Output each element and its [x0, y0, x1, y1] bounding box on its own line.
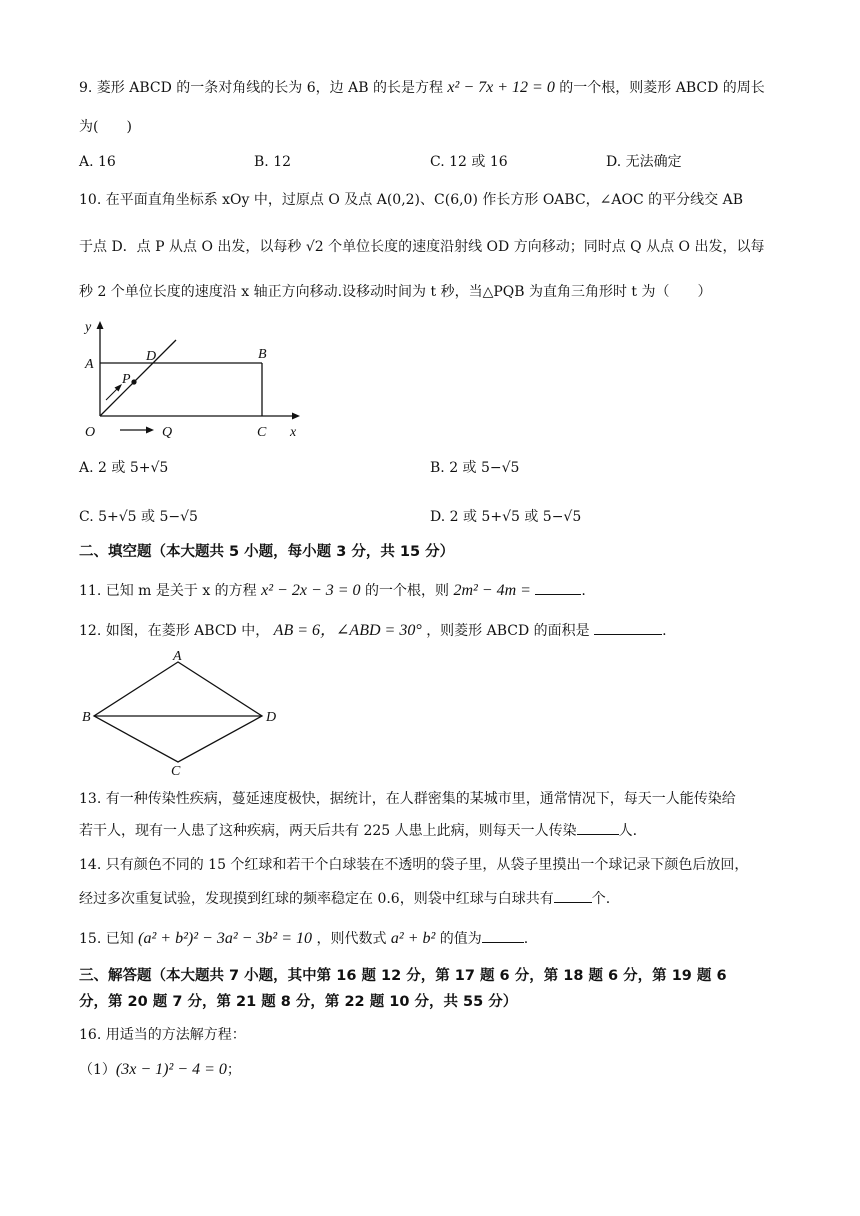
q13-answer-blank[interactable]	[577, 820, 619, 835]
q16-part1-label: （1）	[79, 1062, 116, 1078]
label-A: A	[85, 357, 94, 372]
q12-answer-blank[interactable]	[594, 620, 662, 635]
q11-line	[79, 580, 788, 601]
q16-part1-equation: (3x − 1)² − 4 = 0	[115, 1061, 227, 1078]
q10-option-c: C. 5+√5 或 5−√5	[79, 509, 198, 525]
q13-text-b: 人.	[618, 823, 638, 839]
point-P	[131, 379, 136, 384]
q15-text-b: ，则代数式	[316, 931, 387, 947]
q10-option-a: A. 2 或 5+√5	[79, 460, 169, 476]
section3-heading-line1: 三、解答题（本大题共 7 小题，其中第 16 题 12 分，第 17 题 6 分，第 18 题 6 分，第 19 题 6	[79, 968, 727, 984]
q15-text-a: 15. 已知	[79, 931, 134, 947]
q12-text-b: ，则菱形 ABCD 的面积是	[426, 623, 590, 639]
section3-heading-line2: 分，第 20 题 7 分，第 21 题 8 分，第 22 题 10 分，共 55 分）	[79, 994, 518, 1010]
q10-option-d: D. 2 或 5+√5 或 5−√5	[430, 509, 582, 525]
q14-text-b: 个.	[591, 891, 611, 907]
q11-text-a: 11. 已知 m 是关于 x 的方程	[79, 583, 257, 599]
label-B: B	[82, 710, 91, 725]
label-x: x	[290, 425, 297, 440]
label-P: P	[122, 372, 131, 387]
q10-option-b: B. 2 或 5−√5	[430, 460, 520, 476]
q10-figure	[78, 312, 310, 444]
q12-condition: AB = 6，∠ABD = 30°	[273, 622, 422, 639]
q13-line2	[79, 820, 788, 841]
q13-text-a: 若干人，现有一人患了这种疾病，两天后共有 225 人患上此病，则每天一人传染	[79, 823, 577, 839]
q10-line1: 10. 在平面直角坐标系 xOy 中，过原点 O 及点 A(0,2)、C(6,0) 作长方形 OABC，∠AOC 的平分线交 AB	[79, 192, 744, 208]
q11-text-c: .	[581, 583, 586, 599]
label-Q: Q	[162, 425, 173, 440]
label-O: O	[85, 425, 96, 440]
q9-option-c: C. 12 或 16	[430, 154, 508, 170]
label-y: y	[85, 320, 92, 335]
label-B: B	[258, 347, 267, 362]
q15-equation: (a² + b²)² − 3a² − 3b² = 10	[138, 930, 312, 947]
x-axis-arrow	[292, 413, 300, 420]
label-D: D	[146, 349, 157, 364]
label-D: D	[266, 710, 277, 725]
q9-text-a: 9. 菱形 ABCD 的一条对角线的长为 6，边 AB 的长是方程	[79, 80, 443, 96]
q15-text-d: .	[523, 931, 529, 947]
q9-equation: x² − 7x + 12 = 0	[447, 79, 555, 96]
q16-part1	[79, 1060, 788, 1080]
q16-title: 16. 用适当的方法解方程：	[79, 1027, 246, 1043]
q11-text-b: 的一个根，则	[364, 583, 449, 599]
q12-line	[79, 620, 788, 641]
label-C: C	[171, 764, 181, 778]
q12-text-a: 12. 如图，在菱形 ABCD 中，	[79, 623, 270, 639]
q9-option-d: D. 无法确定	[606, 154, 682, 170]
ray-OD	[100, 340, 176, 416]
q11-equation: x² − 2x − 3 = 0	[261, 582, 361, 599]
q15-answer-blank[interactable]	[482, 928, 524, 943]
q10-line2: 于点 D．点 P 从点 O 出发，以每秒 √2 个单位长度的速度沿射线 OD 方向移动；同时点 Q 从点 O 出发，以每	[79, 239, 765, 255]
q15-text-c: 的值为	[439, 931, 482, 947]
section2-heading: 二、填空题（本大题共 5 小题，每小题 3 分，共 15 分）	[79, 544, 455, 560]
q13-line1: 13. 有一种传染性疾病，蔓延速度极快，据统计，在人群密集的某城市里，通常情况下，每天一人能传染给	[79, 791, 736, 807]
q12-rhombus-figure	[80, 648, 280, 778]
rhombus-ABCD	[94, 662, 262, 762]
q16-part1-end: ；	[226, 1062, 241, 1078]
label-C: C	[257, 425, 267, 440]
q14-text-a: 经过多次重复试验，发现摸到红球的频率稳定在 0.6，则袋中红球与白球共有	[79, 891, 554, 907]
q9-option-a: A. 16	[79, 154, 116, 170]
label-A: A	[173, 649, 182, 664]
q14-line2	[79, 888, 788, 909]
q12-text-c: .	[662, 623, 667, 639]
q9-line1	[79, 78, 788, 98]
q15-expr: a² + b²	[390, 930, 436, 947]
q15-line	[79, 928, 788, 949]
q11-answer-blank[interactable]	[535, 580, 581, 595]
q9-line2: 为( )	[79, 119, 132, 135]
q10-line3: 秒 2 个单位长度的速度沿 x 轴正方向移动.设移动时间为 t 秒，当△PQB 为直角三角形时 t 为（ ）	[79, 284, 712, 300]
y-axis-arrow	[97, 321, 104, 329]
q11-expr: 2m² − 4m =	[453, 582, 531, 599]
q14-answer-blank[interactable]	[554, 888, 592, 903]
q9-option-b: B. 12	[254, 154, 292, 170]
q9-text-b: 的一个根，则菱形 ABCD 的周长	[559, 80, 765, 96]
q14-line1: 14. 只有颜色不同的 15 个红球和若干个白球装在不透明的袋子里，从袋子里摸出一个球记录下颜色后放回，	[79, 857, 749, 873]
